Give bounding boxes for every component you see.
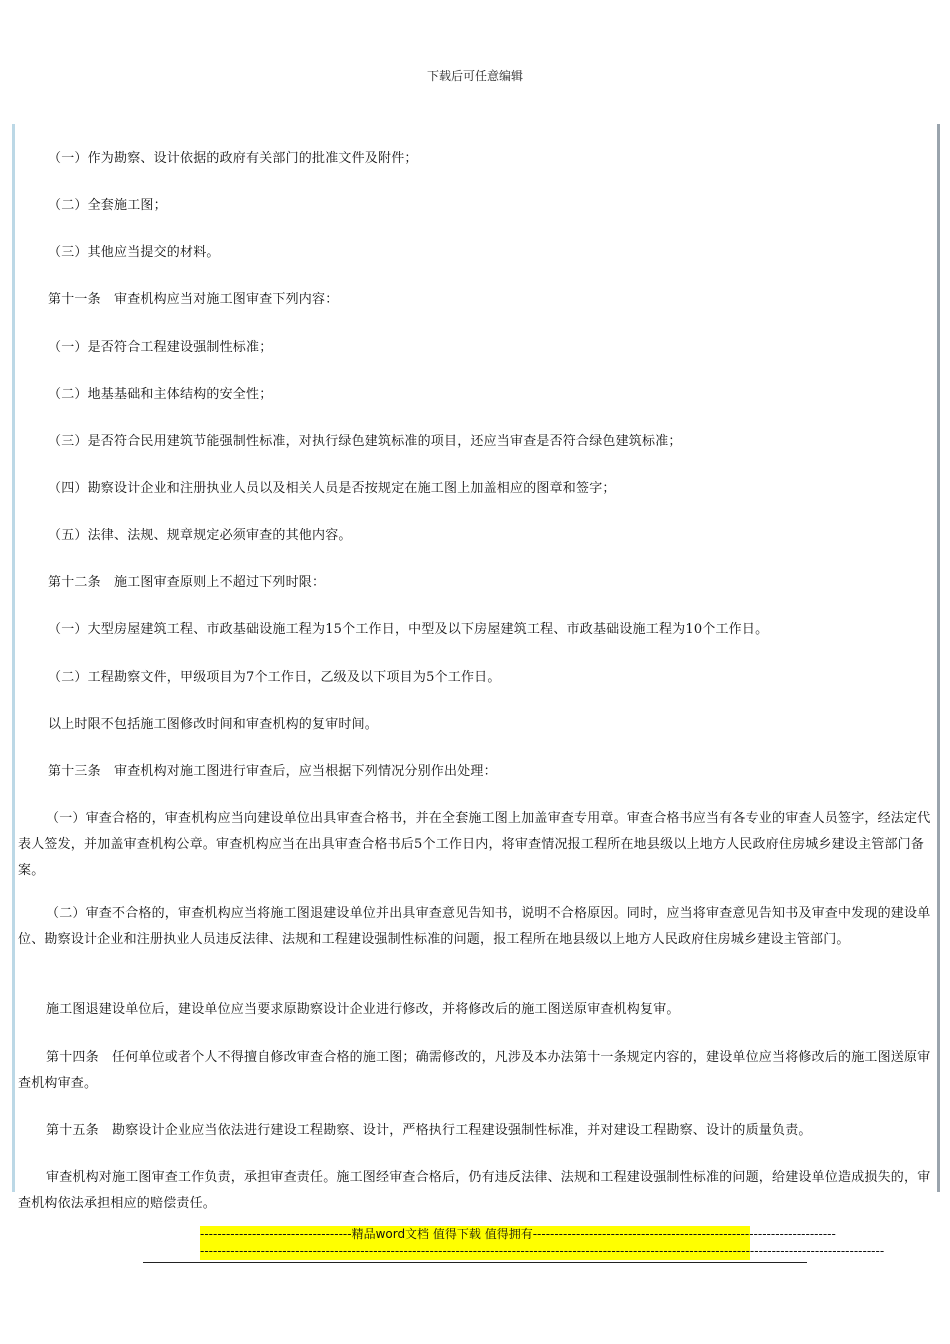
paragraph: （五）法律、法规、规章规定必须审查的其他内容。: [48, 528, 352, 543]
article-heading: 第十三条 审查机构对施工图进行审查后，应当根据下列情况分别作出处理：: [48, 764, 497, 779]
paragraph: （一）审查合格的，审查机构应当向建设单位出具审查合格书，并在全套施工图上加盖审查专用章。审查合格书应当有各专业的审查人员签字，经法定代表人签发，并加盖审查机构公章。审查机构应当在出具审查合格书后5个工作日内，将审查情况报工程所在地县级以上地方人民政府住房城乡建设主管部门备案。: [18, 811, 931, 878]
footer-dashes-line: --------------------------------------------------------------------------------------------------------------------------------------------------------------: [200, 1244, 885, 1258]
paragraph: （二）地基基础和主体结构的安全性；: [48, 387, 273, 402]
paragraph: 施工图退建设单位后，建设单位应当要求原勘察设计企业进行修改，并将修改后的施工图送原审查机构复审。: [46, 1002, 680, 1017]
article-heading: 第十五条 勘察设计企业应当依法进行建设工程勘察、设计，严格执行工程建设强制性标准，并对建设工程勘察、设计的质量负责。: [46, 1123, 812, 1138]
paragraph: （二）审查不合格的，审查机构应当将施工图退建设单位并出具审查意见告知书，说明不合格原因。同时，应当将审查意见告知书及审查中发现的建设单位、勘察设计企业和注册执业人员违反法律、法规和工程建设强制性标准的问题，报工程所在地县级以上地方人民政府住房城乡建设主管部门。: [18, 906, 931, 947]
paragraph: 以上时限不包括施工图修改时间和审查机构的复审时间。: [48, 717, 379, 732]
paragraph: （二）全套施工图；: [48, 198, 167, 213]
paragraph: 审查机构对施工图审查工作负责，承担审查责任。施工图经审查合格后，仍有违反法律、法规和工程建设强制性标准的问题，给建设单位造成损失的，审查机构依法承担相应的赔偿责任。: [18, 1170, 931, 1211]
paragraph: （一）是否符合工程建设强制性标准；: [48, 340, 273, 355]
article-heading: 第十四条 任何单位或者个人不得擅自修改审查合格的施工图；确需修改的，凡涉及本办法第十一条规定内容的，建设单位应当将修改后的施工图送原审查机构审查。: [18, 1050, 931, 1091]
document-body: [12, 124, 940, 1211]
paragraph: （三）其他应当提交的材料。: [48, 245, 220, 260]
footer-dashes-right: ----------------------------------------------------------------------: [532, 1227, 836, 1241]
paragraph: （二）工程勘察文件，甲级项目为7个工作日，乙级及以下项目为5个工作日。: [48, 670, 501, 685]
paragraph: （一）作为勘察、设计依据的政府有关部门的批准文件及附件；: [48, 151, 418, 166]
article-heading: 第十一条 审查机构应当对施工图审查下列内容：: [48, 292, 339, 307]
footer-banner: [200, 1226, 885, 1260]
article-heading: 第十二条 施工图审查原则上不超过下列时限：: [48, 575, 326, 590]
footer-divider: [143, 1262, 807, 1263]
paragraph: （四）勘察设计企业和注册执业人员以及相关人员是否按规定在施工图上加盖相应的图章和签字；: [48, 481, 616, 496]
page-header-note: 下载后可任意编辑: [426, 69, 523, 83]
paragraph: （一）大型房屋建筑工程、市政基础设施工程为15个工作日，中型及以下房屋建筑工程、市政基础设施工程为10个工作日。: [48, 622, 769, 637]
paragraph: （三）是否符合民用建筑节能强制性标准，对执行绿色建筑标准的项目，还应当审查是否符合绿色建筑标准；: [48, 434, 682, 449]
footer-dashes-left: -----------------------------------: [200, 1227, 352, 1241]
footer-slogan: 精品word文档 值得下载 值得拥有: [351, 1227, 533, 1241]
